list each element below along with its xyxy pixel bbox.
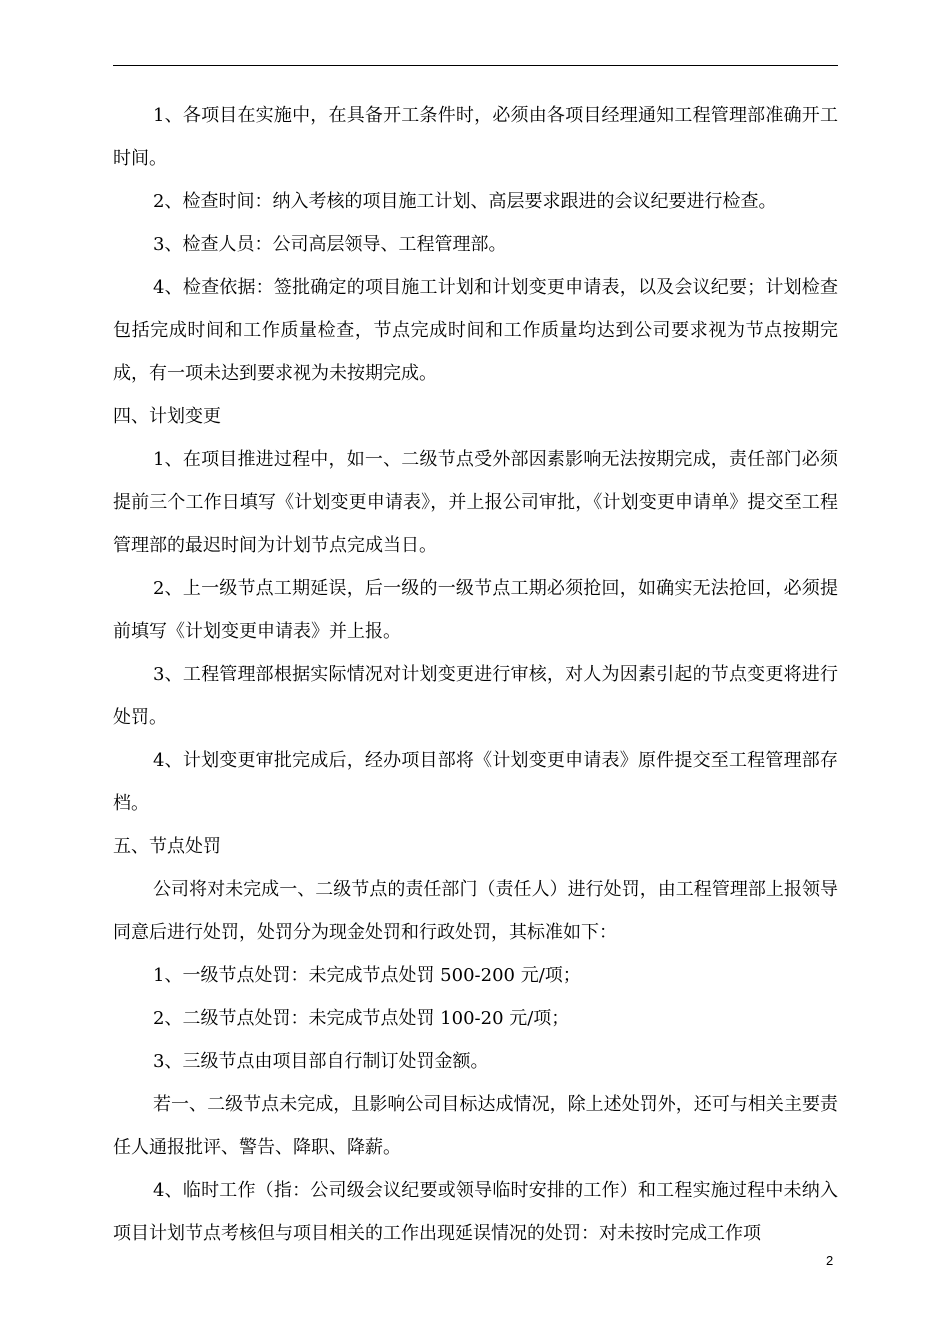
paragraph-penalty-level-3: 3、三级节点由项目部自行制订处罚金额。 — [153, 1051, 489, 1072]
section-heading-plan-change: 四、计划变更 — [113, 406, 221, 427]
paragraph-penalty-extra: 若一、二级节点未完成，且影响公司目标达成情况，除上述处罚外，还可与相关主要责任人通报批评、警告、降职、降薪。 — [113, 1094, 838, 1158]
page-number: 2 — [826, 1253, 834, 1268]
paragraph-change-1: 1、在项目推进过程中，如一、二级节点受外部因素影响无法按期完成，责任部门必须提前三个工作日填写《计划变更申请表》，并上报公司审批，《计划变更申请单》提交至工程管理部的最迟时间为计划节点完成当日。 — [113, 449, 838, 556]
paragraph-item-1-start-time: 1、各项目在实施中，在具备开工条件时，必须由各项目经理通知工程管理部准确开工时间。 — [113, 105, 838, 169]
document-body — [113, 94, 838, 1255]
section-heading-node-penalty: 五、节点处罚 — [113, 836, 221, 857]
paragraph-change-2: 2、上一级节点工期延误，后一级的一级节点工期必须抢回，如确实无法抢回，必须提前填写《计划变更申请表》并上报。 — [113, 578, 838, 642]
paragraph-penalty-temporary-work: 4、临时工作（指：公司级会议纪要或领导临时安排的工作）和工程实施过程中未纳入项目计划节点考核但与项目相关的工作出现延误情况的处罚：对未按时完成工作项 — [113, 1180, 838, 1244]
paragraph-item-3-inspectors: 3、检查人员：公司高层领导、工程管理部。 — [153, 234, 507, 255]
paragraph-change-4: 4、计划变更审批完成后，经办项目部将《计划变更申请表》原件提交至工程管理部存档。 — [113, 750, 838, 814]
paragraph-item-4-basis: 4、检查依据：签批确定的项目施工计划和计划变更申请表，以及会议纪要；计划检查包括完成时间和工作质量检查，节点完成时间和工作质量均达到公司要求视为节点按期完成，有一项未达到要求视为未按期完成。 — [113, 277, 838, 384]
paragraph-change-3: 3、工程管理部根据实际情况对计划变更进行审核，对人为因素引起的节点变更将进行处罚。 — [113, 664, 838, 728]
paragraph-penalty-intro: 公司将对未完成一、二级节点的责任部门（责任人）进行处罚，由工程管理部上报领导同意后进行处罚，处罚分为现金处罚和行政处罚，其标准如下： — [113, 879, 838, 943]
header-rule — [113, 65, 838, 66]
paragraph-penalty-level-2: 2、二级节点处罚：未完成节点处罚 100-20 元/项； — [153, 1008, 570, 1029]
paragraph-item-2-check-time: 2、检查时间：纳入考核的项目施工计划、高层要求跟进的会议纪要进行检查。 — [153, 191, 777, 212]
paragraph-penalty-level-1: 1、一级节点处罚：未完成节点处罚 500-200 元/项； — [153, 965, 581, 986]
